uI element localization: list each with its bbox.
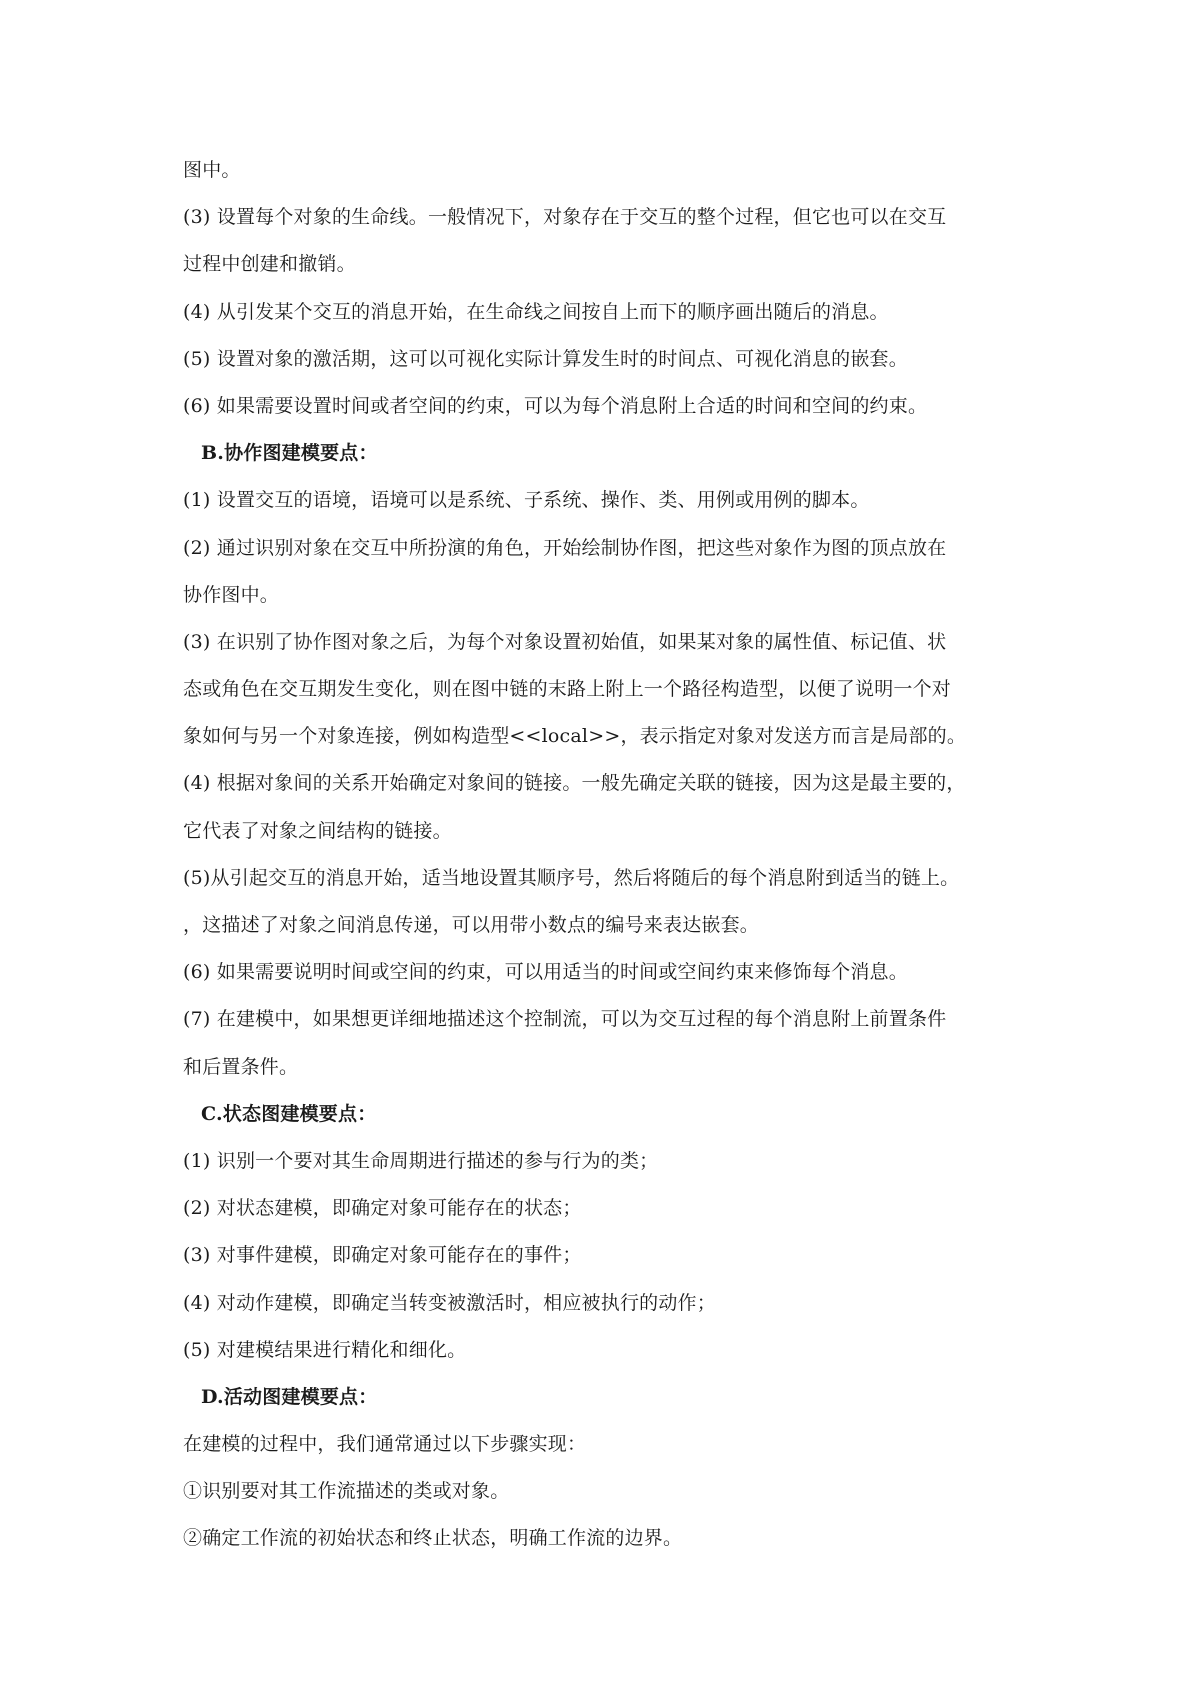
section-heading: C.状态图建模要点： [201, 1102, 377, 1125]
text-line: (5)从引起交互的消息开始，适当地设置其顺序号，然后将随后的每个消息附到适当的链上。 [183, 866, 960, 889]
text-line: (4) 根据对象间的关系开始确定对象间的链接。一般先确定关联的链接，因为这是最主要的， [183, 772, 966, 795]
section-heading: D.活动图建模要点： [201, 1385, 378, 1408]
text-line: 过程中创建和撤销。 [183, 253, 356, 276]
text-line: ，这描述了对象之间消息传递，可以用带小数点的编号来表达嵌套。 [183, 914, 760, 936]
text-line: (4) 对动作建模，即确定当转变被激活时，相应被执行的动作； [183, 1291, 716, 1314]
text-line: (7) 在建模中，如果想更详细地描述这个控制流，可以为交互过程的每个消息附上前置条件 [183, 1008, 947, 1031]
text-line: (1) 设置交互的语境，语境可以是系统、子系统、操作、类、用例或用例的脚本。 [183, 489, 870, 512]
text-line: (6) 如果需要设置时间或者空间的约束，可以为每个消息附上合适的时间和空间的约束。 [183, 394, 928, 417]
text-line: (2) 对状态建模，即确定对象可能存在的状态； [183, 1197, 582, 1220]
section-heading: B.协作图建模要点： [201, 442, 378, 465]
text-line: (4) 从引发某个交互的消息开始，在生命线之间按自上而下的顺序画出随后的消息。 [183, 300, 889, 323]
text-line: 协作图中。 [183, 583, 280, 606]
text-line: 它代表了对象之间结构的链接。 [183, 819, 452, 842]
text-line: (5) 对建模结果进行精化和细化。 [183, 1338, 467, 1361]
text-line: (5) 设置对象的激活期，这可以可视化实际计算发生时的时间点、可视化消息的嵌套。 [183, 347, 908, 370]
text-line: ②确定工作流的初始状态和终止状态，明确工作流的边界。 [183, 1527, 683, 1550]
text-line: 态或角色在交互期发生变化，则在图中链的末路上附上一个路径构造型，以便了说明一个对 [183, 678, 952, 701]
text-line: ①识别要对其工作流描述的类或对象。 [183, 1480, 510, 1503]
document-body [183, 147, 1023, 1563]
text-line: 象如何与另一个对象连接，例如构造型<<local>>，表示指定对象对发送方而言是局部的。 [183, 725, 967, 748]
text-line: (2) 通过识别对象在交互中所扮演的角色，开始绘制协作图，把这些对象作为图的顶点放在 [183, 536, 947, 559]
text-line: (3) 设置每个对象的生命线。一般情况下，对象存在于交互的整个过程，但它也可以在交互 [183, 206, 947, 229]
text-line: 图中。 [183, 159, 241, 181]
text-line: 和后置条件。 [183, 1055, 299, 1078]
text-line: (6) 如果需要说明时间或空间的约束，可以用适当的时间或空间约束来修饰每个消息。 [183, 961, 908, 984]
text-line: (3) 对事件建模，即确定对象可能存在的事件； [183, 1244, 582, 1267]
text-line: (1) 识别一个要对其生命周期进行描述的参与行为的类； [183, 1149, 659, 1172]
text-line: (3) 在识别了协作图对象之后，为每个对象设置初始值，如果某对象的属性值、标记值、状 [183, 630, 947, 653]
text-line: 在建模的过程中，我们通常通过以下步骤实现： [183, 1433, 587, 1456]
